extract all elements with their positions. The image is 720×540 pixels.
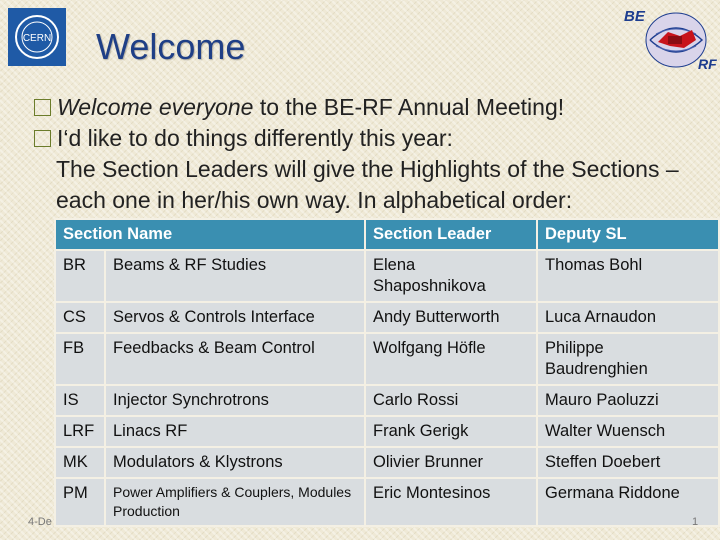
- deputy-sl: Steffen Doebert: [537, 447, 719, 478]
- section-code: PM: [55, 478, 105, 526]
- cern-logo-icon: [12, 12, 62, 62]
- section-name: Feedbacks & Beam Control: [105, 333, 365, 385]
- section-name: Injector Synchrotrons: [105, 385, 365, 416]
- section-code: MK: [55, 447, 105, 478]
- bullet-continuation: The Section Leaders will give the Highlights of the Sections – each one in her/his own way. In alphabetical order:: [56, 156, 679, 213]
- square-bullet-icon: [34, 130, 51, 147]
- header-deputy-sl: Deputy SL: [537, 219, 719, 250]
- bullet-text: I‘d like to do things differently this year:: [57, 125, 453, 151]
- bullet-emphasis: Welcome everyone: [57, 94, 254, 120]
- header-section-name: Section Name: [55, 219, 365, 250]
- section-code: LRF: [55, 416, 105, 447]
- section-name: Modulators & Klystrons: [105, 447, 365, 478]
- section-name: Power Amplifiers & Couplers, Modules Production: [105, 478, 365, 526]
- be-logo-text: BE: [624, 8, 645, 25]
- page-number: 1: [692, 516, 699, 528]
- deputy-sl: Germana Riddone: [537, 478, 719, 526]
- section-code: BR: [55, 250, 105, 302]
- footer-date: 4-De: [28, 516, 52, 528]
- section-leader: Andy Butterworth: [365, 302, 537, 333]
- table-row: [55, 333, 719, 385]
- deputy-sl: Mauro Paoluzzi: [537, 385, 719, 416]
- table-row: [55, 250, 719, 302]
- section-code: FB: [55, 333, 105, 385]
- bullet-text-rest: to the BE-RF Annual Meeting!: [253, 94, 565, 120]
- table-row: [55, 416, 719, 447]
- deputy-sl: Luca Arnaudon: [537, 302, 719, 333]
- table-row: [55, 302, 719, 333]
- section-name: Servos & Controls Interface: [105, 302, 365, 333]
- deputy-sl: Walter Wuensch: [537, 416, 719, 447]
- rf-logo-text: RF: [698, 56, 717, 72]
- sections-table: [54, 218, 720, 527]
- table-row: [55, 385, 719, 416]
- section-leader: Wolfgang Höfle: [365, 333, 537, 385]
- bullet-list: [34, 92, 704, 216]
- section-leader: Olivier Brunner: [365, 447, 537, 478]
- deputy-sl: Philippe Baudrenghien: [537, 333, 719, 385]
- deputy-sl: Thomas Bohl: [537, 250, 719, 302]
- slide-title: Welcome: [96, 26, 246, 67]
- cern-logo: [8, 8, 66, 66]
- section-code: CS: [55, 302, 105, 333]
- table-row: [55, 478, 719, 526]
- table-row: [55, 447, 719, 478]
- section-name: Beams & RF Studies: [105, 250, 365, 302]
- section-leader: Eric Montesinos: [365, 478, 537, 526]
- section-leader: Elena Shaposhnikova: [365, 250, 537, 302]
- bullet-item: [34, 92, 704, 123]
- header-section-leader: Section Leader: [365, 219, 537, 250]
- cern-logo-text: CERN: [22, 33, 52, 44]
- square-bullet-icon: [34, 99, 51, 116]
- section-code: IS: [55, 385, 105, 416]
- table-header-row: [55, 219, 719, 250]
- section-name: Linacs RF: [105, 416, 365, 447]
- bullet-item: [34, 123, 704, 154]
- bullet-text: [57, 92, 564, 123]
- section-leader: Carlo Rossi: [365, 385, 537, 416]
- section-leader: Frank Gerigk: [365, 416, 537, 447]
